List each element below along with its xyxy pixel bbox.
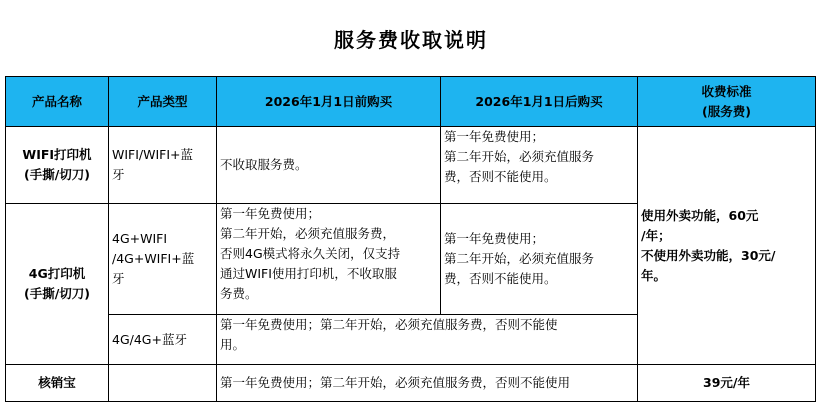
page-title: 服务费收取说明 xyxy=(334,28,488,52)
header-after: 2026年1月1日后购买 xyxy=(441,77,638,127)
table-row xyxy=(6,365,816,402)
wifi-printer-before: 不收取服务费。 xyxy=(217,127,441,204)
header-row xyxy=(6,77,816,127)
header-product-type: 产品类型 xyxy=(109,77,217,127)
fee-table xyxy=(5,76,816,402)
4g-printer-type-2: 4G/4G+蓝牙 xyxy=(109,315,217,365)
hexiaobao-name: 核销宝 xyxy=(6,365,109,402)
fee-standard-cell: 使用外卖功能，60元 /年； 不使用外卖功能，30元/ 年。 xyxy=(638,127,816,365)
hexiaobao-merged: 第一年免费使用；第二年开始，必须充值服务费，否则不能使用 xyxy=(217,365,638,402)
4g-printer-merged: 第一年免费使用；第二年开始，必须充值服务费，否则不能使 用。 xyxy=(217,315,638,365)
header-fee-standard: 收费标准 (服务费) xyxy=(638,77,816,127)
wifi-printer-type: WIFI/WIFI+蓝 牙 xyxy=(109,127,217,204)
table-row xyxy=(6,127,816,204)
header-product-name: 产品名称 xyxy=(6,77,109,127)
4g-printer-name: 4G打印机 (手撕/切刀) xyxy=(6,204,109,365)
wifi-printer-name: WIFI打印机 (手撕/切刀) xyxy=(6,127,109,204)
header-before: 2026年1月1日前购买 xyxy=(217,77,441,127)
4g-printer-before: 第一年免费使用； 第二年开始，必须充值服务费， 否则4G模式将永久关闭，仅支持 通过WIFI使用打印机，不收取服 务费。 xyxy=(217,204,441,315)
hexiaobao-type xyxy=(109,365,217,402)
hexiaobao-fee: 39元/年 xyxy=(638,365,816,402)
4g-printer-type: 4G+WIFI /4G+WIFI+蓝 牙 xyxy=(109,204,217,315)
wifi-printer-after: 第一年免费使用； 第二年开始，必须充值服务 费，否则不能使用。 xyxy=(441,127,638,204)
4g-printer-after: 第一年免费使用； 第二年开始，必须充值服务 费，否则不能使用。 xyxy=(441,204,638,315)
